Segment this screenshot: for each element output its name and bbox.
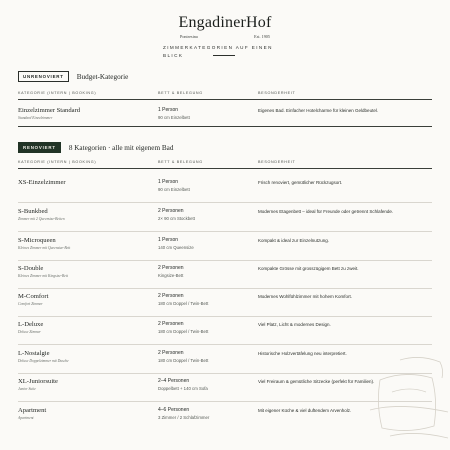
room-occupancy: 2 Personen [158,350,184,356]
budget-section-head [18,71,128,82]
room-bed: 90 cm Einzelbett [158,115,190,120]
renovated-badge: RENOVIERT [18,142,61,153]
table-row [18,107,432,127]
decorative-pillow-illustration [360,340,450,450]
budget-table-header [18,90,432,100]
table-row [18,237,432,261]
room-name: L-Nostalgie [18,350,50,357]
room-feature: Eigenes Bad. Einfacher Hotelcharme für kleinen Geldbeutel. [258,108,379,113]
room-occupancy: 1 Person [158,179,179,185]
table-row [18,265,432,289]
room-feature: Viel Freiraum & gemütliche Sitzecke (perfekt für Familien). [258,379,375,384]
room-occupancy: 2–4 Personen [158,378,190,384]
hotel-header [0,14,450,58]
room-booking-name: Deluxe Doppelzimmer mit Dusche [18,359,69,363]
col-header-category: KATEGORIE (INTERN | BOOKING) [18,91,97,95]
room-booking-name: Comfort Zimmer [18,302,43,306]
room-bed: 180 cm Doppel / Twin-Bett [158,329,209,334]
room-feature: Kompakte Grösse mit grosszügigem Bett zu zweit. [258,266,359,271]
room-feature: Frisch renoviert, gemütlicher Rückzugsort. [258,180,343,185]
room-feature: Modernes Etagenbett – ideal für Freunde oder getrennt Schlafende. [258,209,394,214]
room-name: S-Microqueen [18,237,56,244]
room-occupancy: 1 Person [158,237,179,243]
budget-section-title: Budget-Kategorie [76,72,129,81]
room-booking-name: Zimmer mit 2 Queensize-Betten [18,217,65,221]
table-row [18,208,432,232]
tagline-rule [213,55,235,56]
room-bed: Doppelbett + 140 cm Sofa [158,386,208,391]
room-name: S-Bunkbed [18,208,48,215]
room-booking-name: Standard Einzelzimmer [18,116,53,120]
unrenovated-badge: UNRENOVIERT [18,71,69,82]
room-bed: 180 cm Doppel / Twin-Bett [158,301,209,306]
room-name: M-Comfort [18,293,49,300]
room-occupancy: 2 Personen [158,293,184,299]
col-header-category: KATEGORIE (INTERN | BOOKING) [18,160,97,164]
col-header-feature: BESONDERHEIT [258,160,296,164]
tagline: ZIMMERKATEGORIEN AUF EINEN BLICK [163,45,273,58]
renovated-section-head [18,142,173,153]
room-name: Apartment [18,407,47,414]
room-feature: Modernes Wohlfühlzimmer mit hohem Komfort. [258,294,352,299]
brand-place: Pontresina [180,34,198,39]
room-feature: Historische Holzvertäfelung neu interpretiert. [258,351,347,356]
room-feature: Kompakt & ideal zur Einzelnutzung. [258,238,330,243]
room-booking-name: Deluxe Zimmer [18,330,41,334]
room-feature: Viel Platz, Licht & modernes Design. [258,322,331,327]
room-bed: 90 cm Einzelbett [158,187,190,192]
table-row [18,293,432,317]
col-header-bed: BETT & BELEGUNG [158,91,203,95]
renovated-table-header [18,159,432,169]
col-header-feature: BESONDERHEIT [258,91,296,95]
room-booking-name: Kleines Zimmer mit Queensize-Bett [18,246,71,250]
room-bed: 140 cm Queensize [158,245,194,250]
room-name: XS-Einzelzimmer [18,179,66,186]
renovated-section-title: 8 Kategorien · alle mit eigenem Bad [68,143,174,152]
room-name: XL-Juniorsuite [18,378,58,385]
room-booking-name: Kleines Zimmer mit Kingsize-Bett [18,274,68,278]
table-row [18,179,432,203]
room-occupancy: 2 Personen [158,265,184,271]
room-bed: 3 Zimmer / 2 Schlafzimmer [158,415,210,420]
room-name: Einzelzimmer Standard [18,107,81,114]
room-occupancy: 2 Personen [158,208,184,214]
room-occupancy: 4–6 Personen [158,407,190,413]
room-booking-name: Junior Suite [18,387,36,391]
room-bed: Kingsize-Bett [158,273,184,278]
room-name: S-Double [18,265,44,272]
col-header-bed: BETT & BELEGUNG [158,160,203,164]
room-name: L-Deluxe [18,321,44,328]
room-bed: 180 cm Doppel / Twin-Bett [158,358,209,363]
room-feature: Mit eigener Küche & viel duftendem Arvenholz. [258,408,352,413]
brand-name: EngadinerHof [178,14,272,31]
room-booking-name: Apartment [18,416,34,420]
room-bed: 2× 90 cm Stockbett [158,216,195,221]
room-occupancy: 2 Personen [158,321,184,327]
room-occupancy: 1 Person [158,107,179,113]
brand-established: Est. 1905 [254,34,270,39]
